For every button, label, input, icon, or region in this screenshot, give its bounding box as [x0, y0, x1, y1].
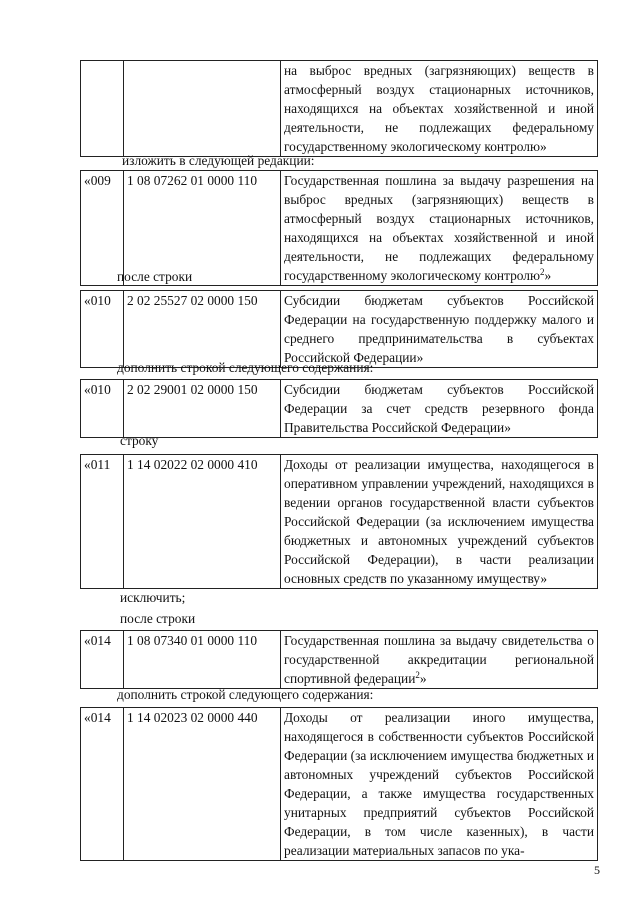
row-description-text: Государственная пошлина за выдачу свидетельства о государственной аккредитации региональной спортивной федерации [284, 633, 594, 686]
row-code: «011 [81, 455, 124, 589]
row-description [281, 171, 598, 286]
row-code: «010 [81, 380, 124, 438]
paragraph: дополнить строкой следующего содержания: [117, 687, 374, 702]
table-row [80, 60, 598, 157]
row-code [81, 61, 124, 157]
row-kbk: 1 08 07262 01 0000 110 [124, 171, 281, 286]
row-code: «014 [81, 631, 124, 689]
table-row [80, 290, 598, 368]
paragraph: после строки [120, 611, 196, 626]
footnote-mark: 2 [415, 670, 420, 680]
row-code: «009 [81, 171, 124, 286]
paragraph: после строки [117, 269, 193, 284]
row-description: Доходы от реализации имущества, находящегося в оперативном управлении учреждений, находящихся в ведении органов государственной власти субъектов Российской Федерации (за исключением имущества бюджетных и автономных учреждений субъектов Российской Федерации), в части реализации основных средств по указанному имуществу» [281, 455, 598, 589]
table-row [80, 707, 598, 861]
row-description-text: Государственная пошлина за выдачу разрешения на выброс вредных (загрязняющих) веществ в атмосферный воздух стационарных источников, находящихся на объектах хозяйственной и иной деятельности, не подлежащих федеральному государственному экологическому контролю [284, 173, 594, 283]
table-row [80, 454, 598, 589]
closing-quote: » [419, 671, 427, 686]
row-kbk: 1 14 02023 02 0000 440 [124, 708, 281, 861]
row-description: Субсидии бюджетам субъектов Российской Федерации за счет средств резервного фонда Правительства Российской Федерации» [281, 380, 598, 438]
row-code: «010 [81, 291, 124, 368]
paragraph: изложить в следующей редакции: [122, 153, 315, 168]
row-kbk: 1 14 02022 02 0000 410 [124, 455, 281, 589]
paragraph: строку [120, 433, 159, 448]
row-description: на выброс вредных (загрязняющих) веществ в атмосферный воздух стационарных источников, находящихся на объектах хозяйственной и иной деятельности, не подлежащих федеральному государственному экологическому контролю» [281, 61, 598, 157]
table-row [80, 379, 598, 438]
row-kbk: 2 02 29001 02 0000 150 [124, 380, 281, 438]
row-kbk [124, 61, 281, 157]
row-kbk: 2 02 25527 02 0000 150 [124, 291, 281, 368]
table-row [80, 630, 598, 689]
page-number: 5 [594, 863, 600, 877]
row-kbk: 1 08 07340 01 0000 110 [124, 631, 281, 689]
row-description: Доходы от реализации иного имущества, находящегося в собственности субъектов Российской Федерации (за исключением имущества бюджетных и автономных учреждений субъектов Российской Федерации, а также имущества государственных унитарных предприятий субъектов Российской Федерации, в том числе казенных), в части реализации материальных запасов по ука- [281, 708, 598, 861]
paragraph: дополнить строкой следующего содержания: [117, 360, 374, 375]
footnote-mark: 2 [540, 267, 545, 277]
closing-quote: » [544, 268, 552, 283]
row-description [281, 631, 598, 689]
paragraph: исключить; [120, 590, 186, 605]
row-description: Субсидии бюджетам субъектов Российской Федерации на государственную поддержку малого и среднего предпринимательства в субъектах Российской Федерации» [281, 291, 598, 368]
row-code: «014 [81, 708, 124, 861]
